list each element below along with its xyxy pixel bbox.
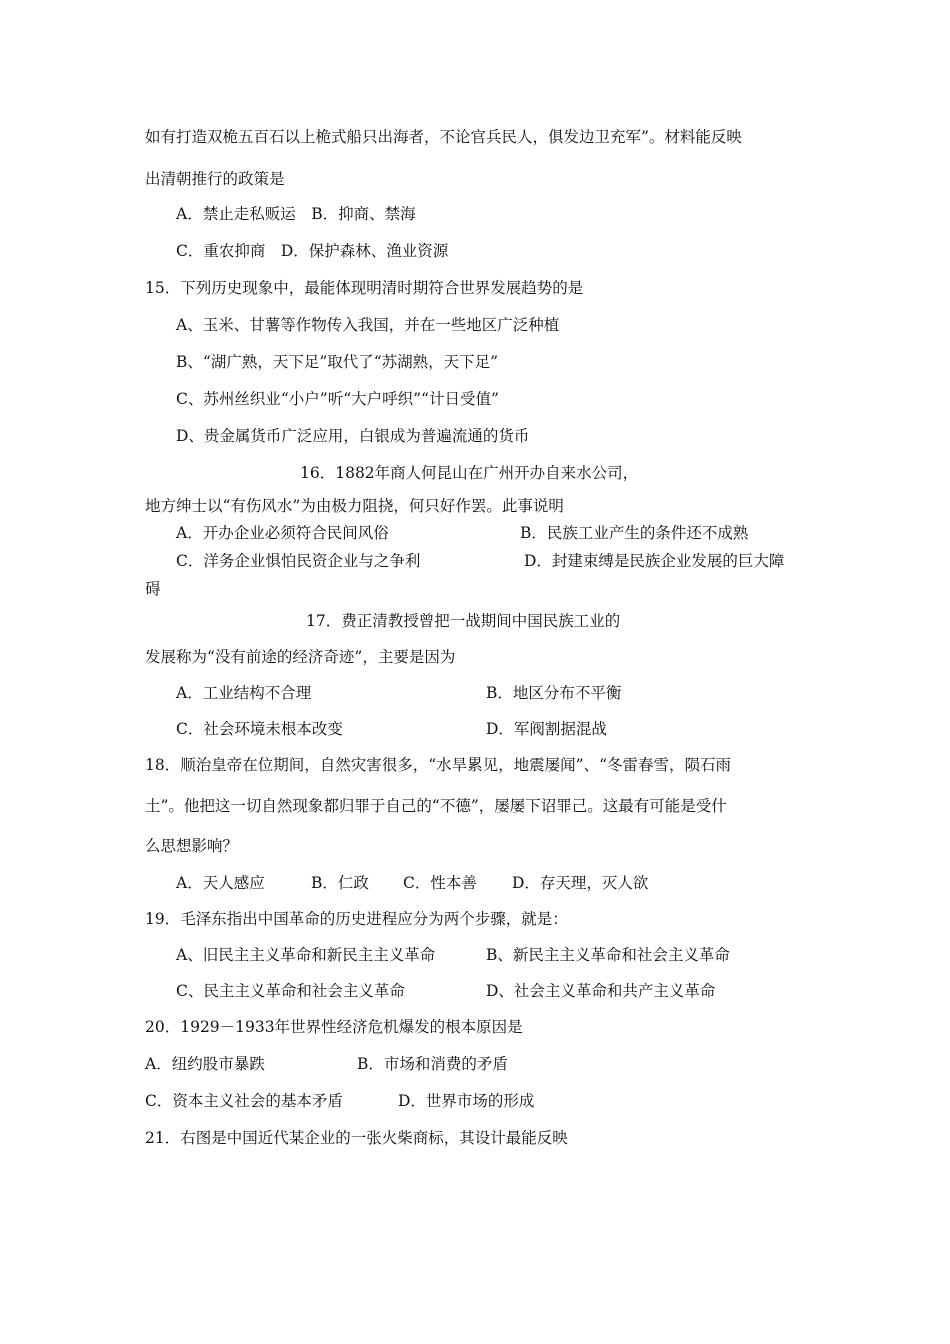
q20-option-b: B．市场和消费的矛盾 (357, 1055, 508, 1073)
q18-stem-line-2: 土”。他把这一切自然现象都归罪于自己的“不德”，屡屡下诏罪己。这最有可能是受什 (145, 797, 727, 815)
q20-stem: 20．1929－1933年世界性经济危机爆发的根本原因是 (145, 1018, 523, 1036)
q21-stem: 21．右图是中国近代某企业的一张火柴商标，其设计最能反映 (145, 1129, 568, 1147)
q16-option-d: D．封建束缚是民族企业发展的巨大障 (524, 552, 785, 570)
q16-option-d-continued: 碍 (145, 580, 161, 598)
q18-option-d: D．存天理，灭人欲 (512, 874, 649, 892)
q15-option-d: D、贵金属货币广泛应用，白银成为普遍流通的货币 (176, 427, 530, 445)
q19-option-c: C、民主主义革命和社会主义革命 (176, 982, 405, 1000)
q17-option-d: D．军阀割据混战 (486, 720, 607, 738)
q17-option-a: A．工业结构不合理 (176, 684, 312, 702)
q20-option-c: C．资本主义社会的基本矛盾 (145, 1092, 343, 1110)
q17-stem-line-1: 17．费正清教授曾把一战期间中国民族工业的 (306, 612, 621, 630)
q16-option-a: A．开办企业必须符合民间风俗 (176, 524, 389, 542)
q16-option-b: B．民族工业产生的条件还不成熟 (520, 524, 749, 542)
q18-option-c: C．性本善 (403, 874, 477, 892)
q17-option-b: B．地区分布不平衡 (486, 684, 622, 702)
q17-stem-line-2: 发展称为“没有前途的经济奇迹”，主要是因为 (145, 648, 456, 666)
q20-option-d: D．世界市场的形成 (398, 1092, 535, 1110)
q18-stem-line-1: 18．顺治皇帝在位期间，自然灾害很多，“水旱累见，地震屡闻”、“冬雷春雪，陨石雨 (145, 756, 731, 774)
q14-options-line-2: C．重农抑商 D．保护森林、渔业资源 (176, 242, 449, 260)
q19-option-b: B、新民主主义革命和社会主义革命 (486, 946, 730, 964)
q16-option-c: C．洋务企业惧怕民资企业与之争利 (176, 552, 421, 570)
q18-option-a: A．天人感应 (176, 874, 265, 892)
q14-stem-line-1: 如有打造双桅五百石以上桅式船只出海者，不论官兵民人，俱发边卫充军”。材料能反映 (145, 128, 742, 146)
q17-option-c: C．社会环境未根本改变 (176, 720, 343, 738)
q16-stem-line-2: 地方绅士以“有伤风水”为由极力阻挠，何只好作罢。此事说明 (145, 497, 564, 515)
q19-option-a: A、旧民主主义革命和新民主主义革命 (176, 946, 436, 964)
q19-stem: 19．毛泽东指出中国革命的历史进程应分为两个步骤，就是： (145, 910, 568, 928)
q15-stem: 15．下列历史现象中，最能体现明清时期符合世界发展趋势的是 (145, 279, 584, 297)
q20-option-a: A．纽约股市暴跌 (145, 1055, 265, 1073)
q16-stem-line-1: 16．1882年商人何昆山在广州开办自来水公司， (300, 464, 639, 482)
q19-option-d: D、社会主义革命和共产主义革命 (486, 982, 716, 1000)
q15-option-c: C、苏州丝织业“小户”听“大户呼织”“计日受值” (176, 390, 499, 408)
q18-stem-line-3: 么思想影响？ (145, 837, 239, 855)
q18-option-b: B．仁政 (311, 874, 369, 892)
q15-option-a: A、玉米、甘薯等作物传入我国，并在一些地区广泛种植 (176, 316, 560, 334)
q14-stem-line-2: 出清朝推行的政策是 (145, 170, 285, 188)
q14-options-line-1: A．禁止走私贩运 B．抑商、禁海 (176, 205, 416, 223)
q15-option-b: B、“湖广熟，天下足”取代了“苏湖熟，天下足” (176, 353, 499, 371)
